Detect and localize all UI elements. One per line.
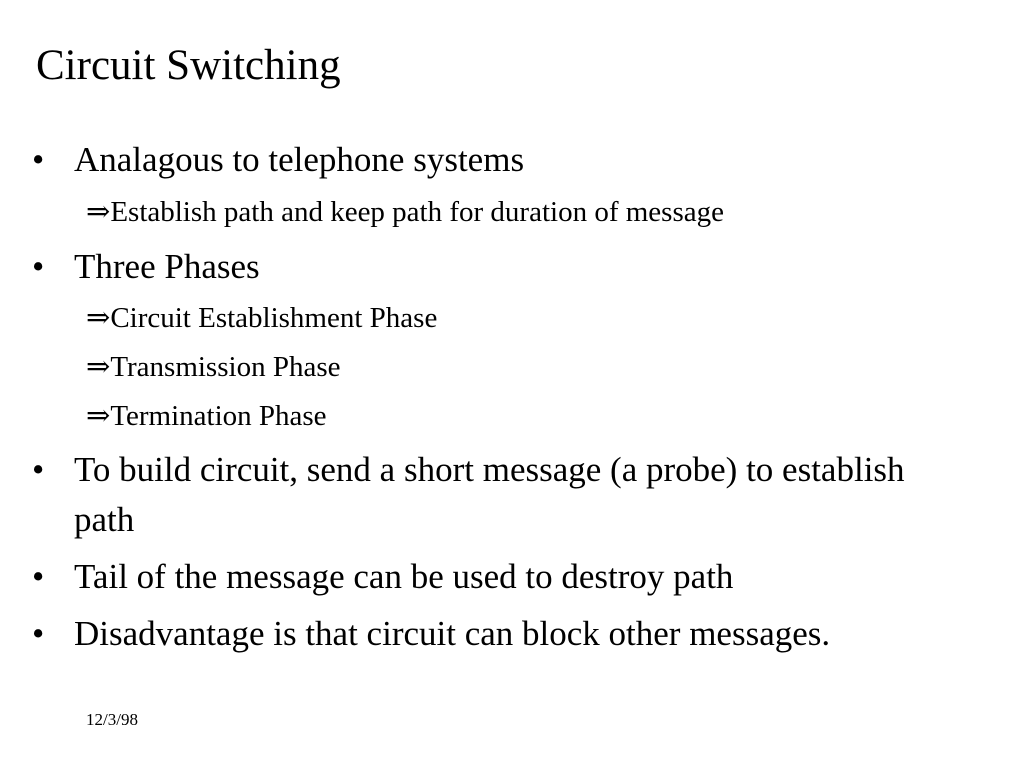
sub-bullet-item	[86, 298, 437, 338]
bullet-text: To build circuit, send a short message (a probe) to establish path	[74, 450, 905, 539]
sub-bullet-item	[86, 396, 327, 436]
slide-title: Circuit Switching	[36, 42, 341, 89]
sub-bullet-text: Circuit Establishment Phase	[110, 302, 438, 334]
sub-bullet-text: Establish path and keep path for duration of message	[110, 196, 724, 228]
bullet-text: Analagous to telephone systems	[74, 140, 525, 179]
bullet-icon: •	[32, 614, 45, 653]
bullet-text: Three Phases	[74, 247, 260, 286]
implies-arrow-icon: ⇒	[86, 351, 111, 383]
implies-arrow-icon: ⇒	[86, 302, 111, 334]
sub-bullet-text: Transmission Phase	[110, 351, 341, 383]
bullet-icon: •	[32, 450, 45, 489]
bullet-text: Tail of the message can be used to destroy path	[74, 557, 734, 596]
bullet-item	[32, 135, 1002, 185]
bullet-item	[32, 552, 1002, 602]
bullet-text: Disadvantage is that circuit can block other messages.	[74, 614, 831, 653]
sub-bullet-text: Termination Phase	[110, 400, 327, 432]
implies-arrow-icon: ⇒	[86, 400, 111, 432]
bullet-icon: •	[32, 140, 45, 179]
implies-arrow-icon: ⇒	[86, 196, 111, 228]
bullet-icon: •	[32, 557, 45, 596]
bullet-item	[32, 445, 912, 545]
sub-bullet-item	[86, 347, 340, 387]
bullet-item	[32, 609, 1002, 659]
bullet-item	[32, 242, 1002, 292]
bullet-icon: •	[32, 247, 45, 286]
footer-date: 12/3/98	[86, 710, 138, 729]
sub-bullet-item	[86, 192, 724, 232]
